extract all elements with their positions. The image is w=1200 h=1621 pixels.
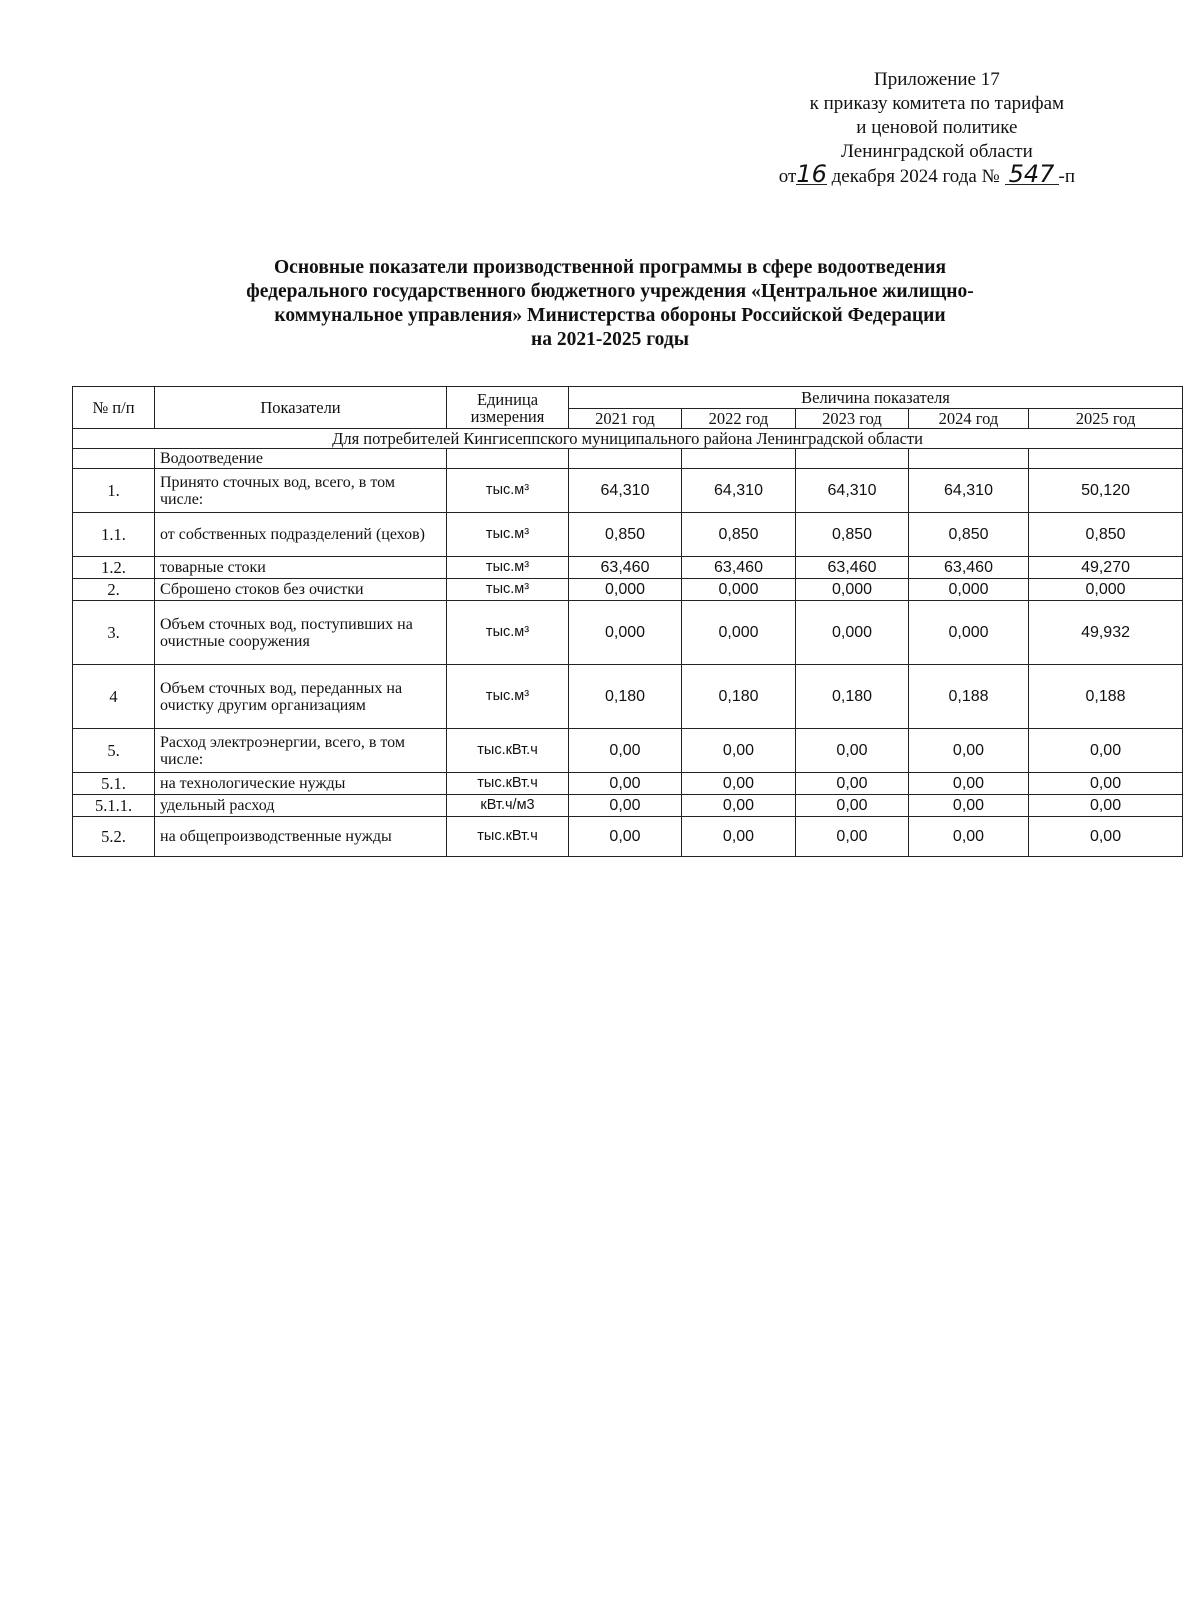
order-line <box>778 160 1075 189</box>
row-value: 0,180 <box>682 665 796 729</box>
row-value: 0,00 <box>796 773 909 795</box>
header-num: № п/п <box>73 387 155 429</box>
row-value: 0,180 <box>796 665 909 729</box>
row-unit: тыс.кВт.ч <box>447 817 569 857</box>
title-line-2: федерального государственного бюджетного учреждения «Центральное жилищно- <box>246 281 974 302</box>
header-year: 2023 год <box>796 409 909 429</box>
row-value: 63,460 <box>796 557 909 579</box>
row-value: 0,000 <box>682 579 796 601</box>
row-value: 0,00 <box>682 817 796 857</box>
row-value: 0,000 <box>796 601 909 665</box>
section-title: Для потребителей Кингисеппского муниципального района Ленинградской области <box>73 429 1183 449</box>
row-num: 3. <box>73 601 155 665</box>
annex-line-2: к приказу комитета по тарифам <box>809 93 1065 114</box>
row-num: 2. <box>73 579 155 601</box>
row-value: 0,00 <box>909 795 1029 817</box>
row-value: 0,000 <box>909 579 1029 601</box>
order-suffix: -п <box>1058 166 1075 187</box>
order-prefix: от <box>778 166 797 187</box>
header-value-group: Величина показателя <box>569 387 1183 409</box>
header-unit: Единица измерения <box>447 387 569 429</box>
row-label: Принято сточных вод, всего, в том числе: <box>155 469 447 513</box>
document-title <box>90 256 1130 352</box>
row-value: 0,00 <box>1029 795 1183 817</box>
annex-line-3: и ценовой политике <box>856 117 1018 138</box>
row-value: 64,310 <box>909 469 1029 513</box>
row-label: Сброшено стоков без очистки <box>155 579 447 601</box>
row-value: 0,00 <box>682 729 796 773</box>
table-row <box>73 601 1183 665</box>
table-row <box>73 665 1183 729</box>
row-label: товарные стоки <box>155 557 447 579</box>
table-cell <box>796 449 909 469</box>
row-value: 0,850 <box>569 513 682 557</box>
row-label: Объем сточных вод, переданных на очистку другим организациям <box>155 665 447 729</box>
table-row <box>73 513 1183 557</box>
table-row <box>73 729 1183 773</box>
row-unit: тыс.м³ <box>447 557 569 579</box>
title-line-4: на 2021-2025 годы <box>531 329 689 350</box>
table-cell <box>1029 449 1183 469</box>
order-day-handwritten: 16 <box>796 160 827 188</box>
row-unit: тыс.кВт.ч <box>447 729 569 773</box>
row-value: 63,460 <box>569 557 682 579</box>
row-label: удельный расход <box>155 795 447 817</box>
row-unit: тыс.м³ <box>447 513 569 557</box>
row-value: 0,00 <box>1029 817 1183 857</box>
indicators-table <box>72 386 1183 857</box>
row-num: 5.1. <box>73 773 155 795</box>
table-row <box>73 795 1183 817</box>
row-value: 0,000 <box>569 579 682 601</box>
row-unit: тыс.м³ <box>447 665 569 729</box>
row-value: 0,000 <box>796 579 909 601</box>
table-row <box>73 557 1183 579</box>
row-num: 5.2. <box>73 817 155 857</box>
row-value: 63,460 <box>909 557 1029 579</box>
row-value: 0,00 <box>909 817 1029 857</box>
header-indicator: Показатели <box>155 387 447 429</box>
row-num: 4 <box>73 665 155 729</box>
row-value: 0,850 <box>909 513 1029 557</box>
row-value: 0,00 <box>569 729 682 773</box>
row-value: 0,00 <box>569 795 682 817</box>
annex-line-1: Приложение 17 <box>874 69 1000 90</box>
row-value: 0,850 <box>796 513 909 557</box>
row-num: 1. <box>73 469 155 513</box>
table-row <box>73 579 1183 601</box>
header-year: 2022 год <box>682 409 796 429</box>
row-label: на технологические нужды <box>155 773 447 795</box>
row-value: 64,310 <box>682 469 796 513</box>
annex-line-4: Ленинградской области <box>841 141 1033 162</box>
row-value: 49,932 <box>1029 601 1183 665</box>
row-value: 49,270 <box>1029 557 1183 579</box>
order-middle: декабря 2024 года № <box>831 166 1000 187</box>
title-line-3: коммунальное управления» Министерства обороны Российской Федерации <box>274 305 946 326</box>
header-year: 2021 год <box>569 409 682 429</box>
row-unit: тыс.м³ <box>447 579 569 601</box>
order-number-handwritten: 547 <box>1005 164 1059 185</box>
row-value: 0,188 <box>1029 665 1183 729</box>
table-cell <box>73 449 155 469</box>
header-year: 2025 год <box>1029 409 1183 429</box>
title-line-1: Основные показатели производственной программы в сфере водоотведения <box>274 257 946 278</box>
row-num: 1.2. <box>73 557 155 579</box>
row-value: 0,00 <box>1029 773 1183 795</box>
row-value: 0,00 <box>1029 729 1183 773</box>
row-label: на общепроизводственные нужды <box>155 817 447 857</box>
table-cell <box>447 449 569 469</box>
row-value: 0,00 <box>569 817 682 857</box>
row-value: 63,460 <box>682 557 796 579</box>
row-value: 64,310 <box>569 469 682 513</box>
row-value: 0,000 <box>569 601 682 665</box>
row-unit: тыс.м³ <box>447 601 569 665</box>
table-cell <box>909 449 1029 469</box>
row-value: 0,000 <box>682 601 796 665</box>
row-unit: тыс.кВт.ч <box>447 773 569 795</box>
header-year: 2024 год <box>909 409 1029 429</box>
row-value: 0,00 <box>796 729 909 773</box>
table-cell <box>569 449 682 469</box>
row-value: 50,120 <box>1029 469 1183 513</box>
row-value: 64,310 <box>796 469 909 513</box>
row-value: 0,00 <box>796 795 909 817</box>
row-value: 0,00 <box>682 773 796 795</box>
table-row <box>73 773 1183 795</box>
row-value: 0,00 <box>569 773 682 795</box>
table-cell <box>682 449 796 469</box>
row-value: 0,188 <box>909 665 1029 729</box>
table-row <box>73 817 1183 857</box>
row-num: 1.1. <box>73 513 155 557</box>
row-value: 0,850 <box>682 513 796 557</box>
row-value: 0,00 <box>796 817 909 857</box>
row-value: 0,850 <box>1029 513 1183 557</box>
row-value: 0,000 <box>1029 579 1183 601</box>
row-value: 0,000 <box>909 601 1029 665</box>
annex-block <box>778 68 1085 189</box>
row-unit: тыс.м³ <box>447 469 569 513</box>
row-num: 5.1.1. <box>73 795 155 817</box>
row-label: Объем сточных вод, поступивших на очистные сооружения <box>155 601 447 665</box>
row-value: 0,00 <box>682 795 796 817</box>
row-unit: кВт.ч/м3 <box>447 795 569 817</box>
row-label: Расход электроэнергии, всего, в том числе: <box>155 729 447 773</box>
row-num: 5. <box>73 729 155 773</box>
row-value: 0,180 <box>569 665 682 729</box>
row-value: 0,00 <box>909 773 1029 795</box>
table-row <box>73 469 1183 513</box>
row-value: 0,00 <box>909 729 1029 773</box>
row-label: от собственных подразделений (цехов) <box>155 513 447 557</box>
subsection-title: Водоотведение <box>155 449 447 469</box>
